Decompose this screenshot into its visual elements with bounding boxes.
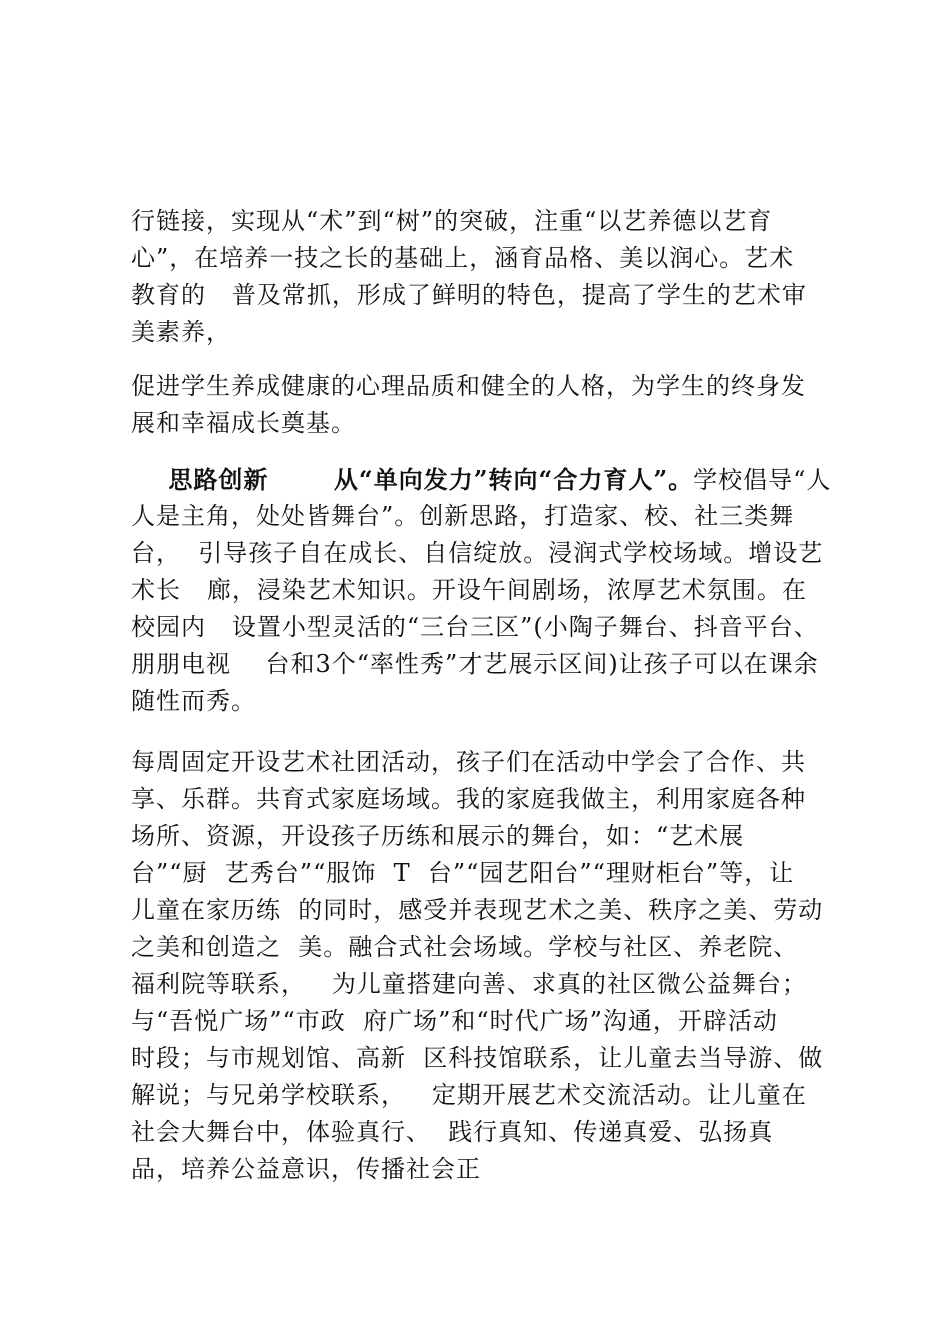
heading-line-rest: 学校倡导“人 bbox=[693, 466, 832, 494]
text-line: 教育的 普及常抓，形成了鲜明的特色，提高了学生的艺术审 bbox=[131, 281, 807, 309]
paragraph-1 bbox=[131, 203, 851, 351]
text-line: 解说；与兄弟学校联系， 定期开展艺术交流活动。让儿童在 bbox=[131, 1081, 807, 1109]
text-line: 校园内 设置小型灵活的“三台三区”(小陶子舞台、抖音平台、 bbox=[131, 613, 819, 641]
text-line: 术长 廊，浸染艺术知识。开设午间剧场，浓厚艺术氛围。在 bbox=[131, 576, 807, 604]
text-line: 台”“厨 艺秀台”“服饰 T 台”“园艺阳台”“理财柜台”等，让 bbox=[131, 859, 795, 887]
text-line-with-heading bbox=[131, 461, 851, 498]
text-line: 美素养， bbox=[131, 318, 231, 346]
text-line: 社会大舞台中，体验真行、 践行真知、传递真爱、弘扬真 bbox=[131, 1118, 774, 1146]
text-line: 朋朋电视 台和3个“率性秀”才艺展示区间)让孩子可以在课余 bbox=[131, 650, 819, 678]
section-heading: 思路创新 从“单向发力”转向“合力育人”。 bbox=[131, 465, 694, 494]
text-line: 心”，在培养一技之长的基础上，涵育品格、美以润心。艺术 bbox=[131, 244, 795, 272]
text-line: 行链接，实现从“术”到“树”的突破，注重“以艺养德以艺育 bbox=[131, 207, 773, 235]
paragraph-4 bbox=[131, 744, 851, 1188]
paragraph-3 bbox=[131, 461, 851, 720]
text-line: 与“吾悦广场”“市政 府广场”和“时代广场”沟通，开辟活动 bbox=[131, 1007, 778, 1035]
text-line: 每周固定开设艺术社团活动，孩子们在活动中学会了合作、共 bbox=[131, 748, 806, 776]
text-line: 儿童在家历练 的同时，感受并表现艺术之美、秩序之美、劳动 bbox=[131, 896, 824, 924]
text-line: 时段；与市规划馆、高新 区科技馆联系，让儿童去当导游、做 bbox=[131, 1044, 824, 1072]
text-line: 福利院等联系， 为儿童搭建向善、求真的社区微公益舞台； bbox=[131, 970, 807, 998]
text-line: 随性而秀。 bbox=[131, 687, 256, 715]
text-line: 享、乐群。共育式家庭场域。我的家庭我做主，利用家庭各种 bbox=[131, 785, 806, 813]
text-line: 之美和创造之 美。融合式社会场域。学校与社区、养老院、 bbox=[131, 933, 799, 961]
text-line: 展和幸福成长奠基。 bbox=[131, 409, 356, 437]
paragraph-2 bbox=[131, 368, 851, 442]
text-line: 台， 引导孩子自在成长、自信绽放。浸润式学校场域。增设艺 bbox=[131, 539, 824, 567]
text-line: 品，培养公益意识，传播社会正 bbox=[131, 1155, 481, 1183]
text-line: 人是主角，处处皆舞台”。创新思路，打造家、校、社三类舞 bbox=[131, 502, 795, 530]
text-line: 场所、资源，开设孩子历练和展示的舞台，如：“艺术展 bbox=[131, 822, 745, 850]
text-line: 促进学生养成健康的心理品质和健全的人格，为学生的终身发 bbox=[131, 372, 806, 400]
